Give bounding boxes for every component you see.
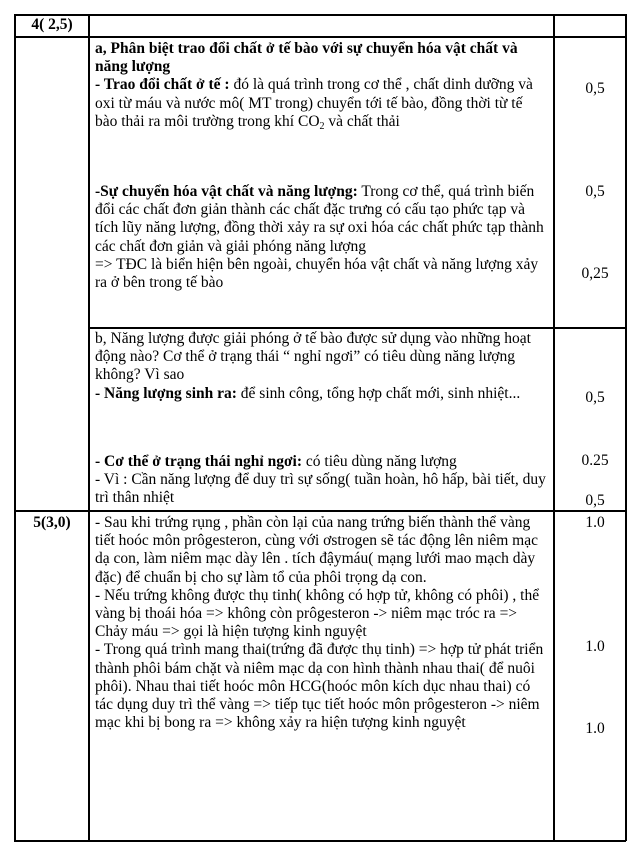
table-border-right [625,14,627,841]
q4-part-b-rest [95,453,548,508]
q5-answer [95,514,548,732]
q4a-conclusion: => TĐC là biển hiện bên ngoài, chuyển hóa vật chất và năng lượng xảy ra ở bên trong tế bào [95,255,539,292]
question-4-label: 4( 2,5) [31,16,73,33]
q5-score-1: 1.0 [585,514,605,531]
q4-part-a-metabolism [95,183,548,292]
q4a-score-1: 0,5 [585,80,605,97]
q4-part-a [95,40,548,131]
question-5-label: 5(3,0) [33,514,71,531]
table-border-left [14,14,16,841]
q4a-exchange [95,76,548,131]
q4-part-b [95,330,548,403]
table-border-bottom [14,840,626,842]
q5-score-3: 1.0 [585,720,605,737]
q5-paragraph-2: - Nếu trứng không được thụ tinh( không có hợp tử, không có phôi) , thể vàng bị thoái hóa => không còn prôgesteron -> niêm mạc tróc ra => Chảy máu => gọi là hiện tượng kinh nguyệt [95,586,540,641]
q4b-energy-term: - Năng lượng sinh ra: [95,384,237,402]
column-divider [88,14,90,841]
q4a-title: a, Phân biệt trao đổi chất ở tế bào với sự chuyển hóa vật chất và năng lượng [95,40,518,76]
q4a-metabolism-term: -Sự chuyển hóa vật chất và năng lượng: [95,183,358,200]
row-divider [88,327,626,329]
q4b-score-3: 0,5 [585,492,605,509]
q4a-score-3: 0,25 [581,265,609,282]
q4b-question: b, Năng lượng được giải phóng ở tế bào được sử dụng vào những hoạt động nào? Cơ thể ở trạng thái “ nghỉ ngơi” có tiêu dùng năng lượng không? Vì sao [95,330,531,384]
q4a-metabolism-text: Trong cơ thể, quá trình biến đổi các chất đơn giản thành các chất đặc trưng có cấu tạo phức tạp và tích lũy năng lượng, đồng thời xảy ra sự oxi hóa các chất phức tạp thành các chất đơn giản và giải phóng năng lượng [95,183,544,255]
row-divider [14,510,626,512]
q4a-exchange-text-end: và chất thải [324,112,400,130]
q4a-exchange-text: đó là quá trình trong cơ thể , chất dinh dưỡng và oxi từ máu và nước mô( MT trong) chuyển tới tế bào, đồng thời từ tế bào thải ra môi trường trong khí CO [95,76,533,130]
q4a-metabolism [95,183,548,256]
row-divider [14,36,626,38]
q4b-rest-term: - Cơ thể ở trạng thái nghỉ ngơi: [95,453,303,470]
q4b-score-2: 0.25 [581,452,609,469]
q5-paragraph-1: - Sau khi trứng rụng , phần còn lại của nang trứng biến thành thể vàng tiết hoóc môn prôgesteron, cùng với ơstrogen sẽ tác động lên niêm mạc dạ con, làm niêm mạc dày lên . tích đậymáu( mạng lưới mao mạch dày đặc) để chuẩn bị cho sự làm tổ của phôi trọng dạ con. [95,514,538,586]
q5-score-2: 1.0 [585,638,605,655]
co2-subscript: 2 [319,120,325,132]
column-divider [553,14,555,841]
table-border-top [14,14,626,16]
q4b-score-1: 0,5 [585,389,605,406]
q5-paragraph-3: - Trong quá trình mang thai(trứng đã được thụ tinh) => hợp tử phát triển thành phôi bám chặt và niêm mạc dạ con hình thành nhau thai( để nuôi phôi). Nhau thai tiết hoóc môn HCG(hoóc môn kích dục nhau thai) có tác dụng duy trì thể vàng => tiếp tục tiết hoóc môn prôgesteron -> niêm mạc khi bị bong ra => không xảy ra hiện tượng kinh nguyệt [95,641,544,732]
q4b-reason: - Vì : Cần năng lượng để duy trì sự sống( tuần hoàn, hô hấp, bài tiết, duy trì thân nhiệt [95,471,546,507]
q4b-rest [95,453,548,471]
q4b-energy [95,385,548,403]
q4a-exchange-term: - Trao đổi chất ở tế : [95,76,230,94]
q4a-score-2: 0,5 [585,183,605,200]
q4b-rest-text: có tiêu dùng năng lượng [302,453,457,470]
q4b-energy-text: để sinh công, tổng hợp chất mới, sinh nhiệt... [236,384,521,402]
